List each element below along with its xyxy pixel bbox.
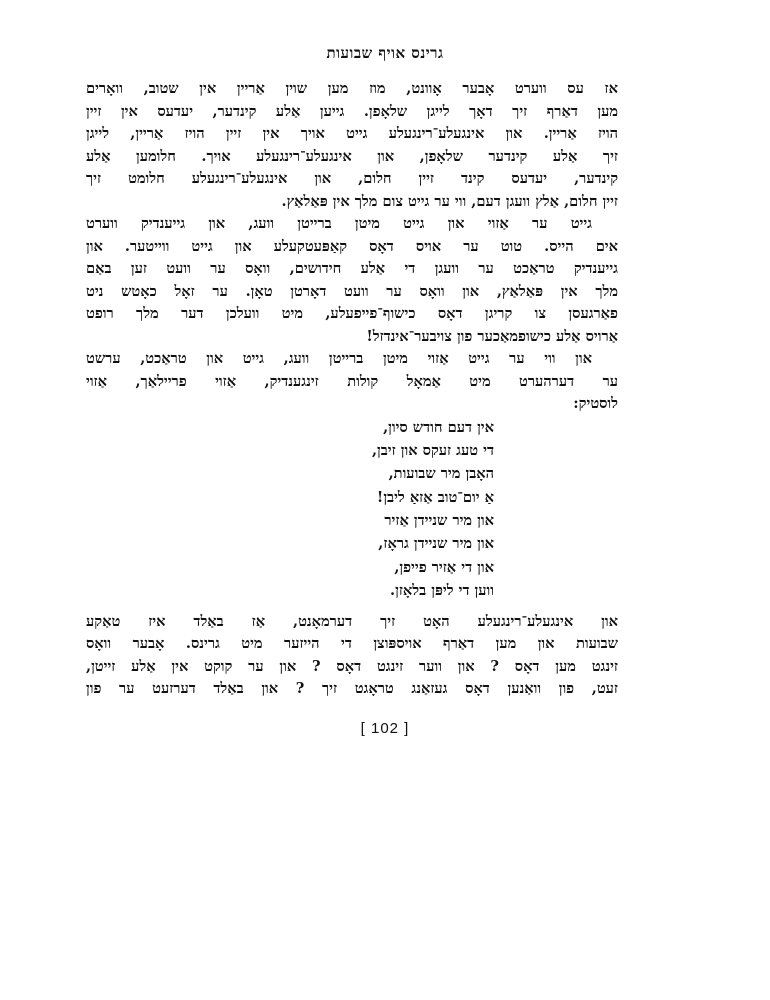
body-text (86, 78, 618, 701)
poem-line: אַ יום־טוב אַזאַ ליבן! (376, 488, 494, 506)
text-line: גייענדיק טראַכט ער וועגן די אַלע חידושים, וואָס ער וועט זען באַם (86, 260, 618, 277)
text-line: זינגט מען דאָס ? און ווער זינגט דאָס ? און ער קוקט אין אַלע זייטן, (86, 657, 618, 675)
text-line: גייט ער אַזוי און גייט מיטן ברייטן וועג, און גייענדיק ווערט (86, 215, 592, 232)
text-line: מען דאַרף זיך דאָך לייגן שלאָפן. גייען אַלע קינדער, יעדעס אין זיין (86, 102, 618, 120)
text-line: קינדער, יעדעס קינד זיין חלום, און אינגעלע־רינגעלע חלומט זיך (86, 170, 618, 187)
text-line: אַרויס אַלע כישופמאַכער פון צויבער־אינדזל! (366, 327, 618, 345)
text-line: אים הייס. טוט ער אויס דאָס קאַפּעטקעלע און גייט ווייטער. און (86, 237, 618, 255)
text-line: פאַרגעסן צו קריגן דאָס כישוף־פייפעלע, מיט וועלכן דער מלך רופט (86, 305, 618, 322)
poem-line: ווען די ליפּן בלאָזן. (390, 582, 494, 600)
text-line: און ווי ער גייט אַזוי מיטן ברייטן וועג, גייט און טראַכט, ערשט (86, 350, 592, 367)
poem-line: און מיר שניידן אַזיר (384, 512, 494, 530)
poem-line: און מיר שניידן גראָז, (378, 535, 494, 553)
text-line: מלך אין פּאַלאַץ, און וואָס ער וועט דאָרטן טאָן. ער זאָל כאָטש ניט (86, 282, 618, 300)
running-head: גרינס אויף שבועות (326, 44, 444, 62)
paragraph-2 (86, 213, 618, 348)
poem-line: האָבן מיר שבועות, (388, 465, 494, 483)
text-line: אז עס ווערט אָבער אָוונט, מוז מען שוין אַריין אין שטוב, וואָרים (86, 80, 618, 97)
text-line: זיין חלום, אַלץ וועגן דעם, ווי ער גייט צום מלך אין פּאַלאַץ. (281, 192, 618, 210)
text-line: הויז אַריין. און אינגעלע־רינגעלע גייט אויך אין זיין הויז אַריין, לייגן (86, 125, 618, 142)
text-line: זיך אַלע קינדער שלאָפן, און אינגעלע־רינגעלע אויך. חלומען אַלע (86, 147, 618, 165)
paragraph-1 (86, 78, 618, 213)
poem-line: אין דעם חודש סיון, (383, 418, 494, 436)
text-line: שבועות און מען דאַרף אויספּוצן די הייזער מיט גרינס. אָבער וואָס (86, 635, 618, 653)
poem (86, 416, 618, 603)
page-number: [ 102 ] (360, 720, 410, 737)
poem-line: און די אַזיר פייפן, (394, 558, 494, 576)
paragraph-3 (86, 348, 618, 416)
text-line: און אינגעלע־רינגעלע האָט זיך דערמאָנט, אַז באַלד איז טאַקע (86, 612, 618, 630)
poem-line: די טעג זעקס און זיבן, (371, 441, 494, 459)
text-line: זעט, פון וואַנען דאָס געזאַנג טראָגט זיך ? און באַלד דערזעט ער פון (86, 680, 618, 698)
text-line: לוסטיק: (573, 395, 618, 412)
text-line: ער דערהערט מיט אַמאָל קולות זינגענדיק, אַזוי פריילאַך, אַזוי (86, 372, 618, 390)
paragraph-4 (86, 611, 618, 701)
